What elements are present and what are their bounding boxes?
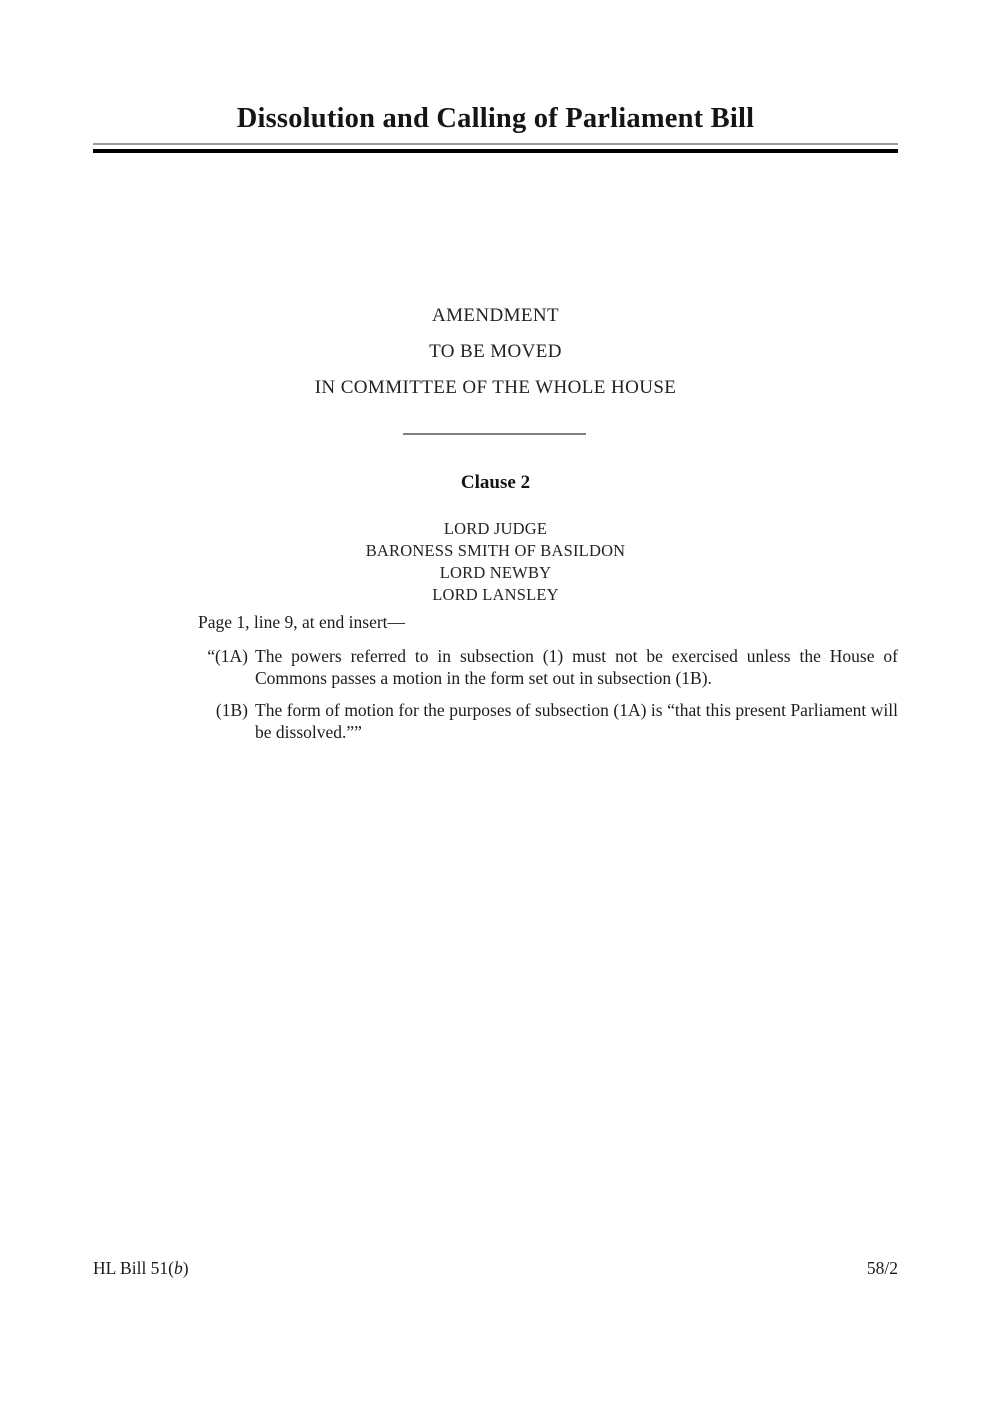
subsection-text: The form of motion for the purposes of subsection (1A) is “that this present Parliament will be dissolved.””: [255, 700, 898, 742]
subsection-label: “(1A): [207, 646, 248, 666]
mover-name: LORD LANSLEY: [432, 585, 559, 604]
subsection-label: (1B): [215, 700, 248, 720]
bill-reference-suffix: ): [182, 1258, 189, 1278]
heading-amendment: AMENDMENT: [431, 305, 560, 326]
mover-name: LORD NEWBY: [439, 563, 552, 582]
bill-reference-prefix: HL Bill 51(: [93, 1258, 175, 1278]
mover-name: LORD JUDGE: [443, 519, 548, 538]
sheet-number: 58/2: [866, 1258, 898, 1278]
amendment-paragraph-1b: [93, 699, 898, 743]
page-title: Dissolution and Calling of Parliament Bill: [236, 103, 755, 134]
section-divider-rule: [403, 433, 586, 435]
heading-to-be-moved: TO BE MOVED: [429, 341, 562, 362]
title-rule-thin: [93, 143, 898, 145]
mover-name: BARONESS SMITH OF BASILDON: [365, 541, 626, 560]
clause-heading: Clause 2: [460, 472, 531, 493]
title-rule-thick: [93, 149, 898, 153]
bill-reference: [93, 1258, 189, 1279]
amendment-paragraph-1a: [93, 645, 898, 689]
subsection-text: The powers referred to in subsection (1) must not be exercised unless the House of Commons passes a motion in the form set out in subsection (1B).: [255, 646, 898, 688]
movers-list: [0, 518, 991, 606]
heading-committee: IN COMMITTEE OF THE WHOLE HOUSE: [314, 377, 677, 398]
amendment-instruction: Page 1, line 9, at end insert—: [198, 612, 406, 632]
bill-reference-letter: b: [174, 1258, 183, 1278]
